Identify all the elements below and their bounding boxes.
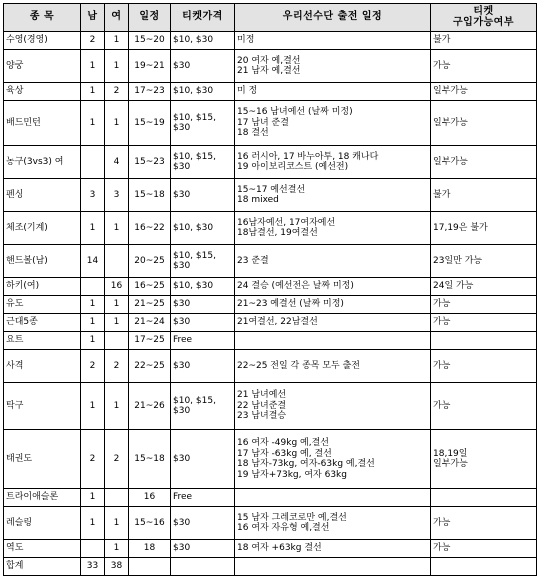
- cell-plan: 16남자예선, 17여자예선 18남결선, 19여결선: [235, 212, 431, 245]
- cell-schedule: 17~23: [129, 83, 171, 101]
- cell-schedule: 15~23: [129, 146, 171, 179]
- cell-female: 1: [105, 383, 129, 430]
- header-row: [4, 4, 537, 32]
- cell-ticket: 24일 가능: [431, 278, 537, 296]
- cell-price: $10, $15, $30: [171, 101, 235, 146]
- cell-sport: 요트: [4, 332, 81, 350]
- cell-price: $30: [171, 50, 235, 83]
- header-female: 여: [105, 4, 129, 32]
- cell-female: [105, 245, 129, 278]
- cell-ticket: 일부가능: [431, 83, 537, 101]
- cell-plan: 15~16 남녀예선 (날짜 미정) 17 남녀 준결 18 결선: [235, 101, 431, 146]
- cell-plan: 18 여자 +63kg 결선: [235, 540, 431, 558]
- cell-female: 1: [105, 296, 129, 314]
- cell-plan: 22~25 전일 각 종목 모두 출전: [235, 350, 431, 383]
- cell-female: 16: [105, 278, 129, 296]
- cell-sport: 레슬링: [4, 507, 81, 540]
- cell-ticket: 일부가능: [431, 146, 537, 179]
- cell-sport: 펜싱: [4, 179, 81, 212]
- cell-male: 1: [81, 507, 105, 540]
- table-row: [4, 146, 537, 179]
- cell-ticket: 가능: [431, 314, 537, 332]
- cell-male: 1: [81, 101, 105, 146]
- cell-schedule: 15~18: [129, 179, 171, 212]
- cell-female: 2: [105, 430, 129, 489]
- table-row: [4, 83, 537, 101]
- cell-female: [105, 332, 129, 350]
- cell-male: 33: [81, 558, 105, 576]
- cell-schedule: 20~25: [129, 245, 171, 278]
- olympic-schedule-table: [3, 3, 537, 576]
- cell-ticket: 18,19일 일부가능: [431, 430, 537, 489]
- cell-ticket: 불가: [431, 32, 537, 50]
- cell-plan: [235, 558, 431, 576]
- cell-ticket: 가능: [431, 383, 537, 430]
- cell-plan: 16 여자 -49kg 예,결선 17 남자 -63kg 예, 결선 18 남자-73kg, 여자-63kg 예,결선 19 남자+73kg, 여자 63kg: [235, 430, 431, 489]
- cell-sport: 태권도: [4, 430, 81, 489]
- cell-plan: 21~23 예결선 (날짜 미정): [235, 296, 431, 314]
- table-row: [4, 507, 537, 540]
- cell-male: 1: [81, 296, 105, 314]
- cell-price: $10, $30: [171, 32, 235, 50]
- cell-female: 1: [105, 540, 129, 558]
- header-price: 티켓가격: [171, 4, 235, 32]
- table-row: [4, 558, 537, 576]
- cell-sport: 배드민턴: [4, 101, 81, 146]
- header-male: 남: [81, 4, 105, 32]
- cell-schedule: 15~20: [129, 32, 171, 50]
- cell-schedule: [129, 558, 171, 576]
- table-row: [4, 296, 537, 314]
- header-ticket: 티켓 구입가능여부: [431, 4, 537, 32]
- cell-sport: 양궁: [4, 50, 81, 83]
- cell-price: $30: [171, 314, 235, 332]
- table-row: [4, 350, 537, 383]
- cell-schedule: 15~19: [129, 101, 171, 146]
- cell-female: 2: [105, 350, 129, 383]
- header-plan: 우리선수단 출전 일정: [235, 4, 431, 32]
- cell-schedule: 16: [129, 489, 171, 507]
- cell-male: [81, 540, 105, 558]
- table-row: [4, 245, 537, 278]
- table-row: [4, 489, 537, 507]
- cell-price: $10, $15, $30: [171, 383, 235, 430]
- cell-female: 2: [105, 83, 129, 101]
- table-row: [4, 332, 537, 350]
- cell-price: $30: [171, 507, 235, 540]
- cell-plan: 15 남자 그레코로만 예,결선 16 여자 자유형 예,결선: [235, 507, 431, 540]
- cell-schedule: 21~26: [129, 383, 171, 430]
- table-row: [4, 179, 537, 212]
- cell-price: $30: [171, 296, 235, 314]
- cell-price: $30: [171, 430, 235, 489]
- cell-plan: 미 정: [235, 83, 431, 101]
- cell-price: $30: [171, 350, 235, 383]
- cell-male: 2: [81, 350, 105, 383]
- cell-price: $10, $30: [171, 83, 235, 101]
- table-row: [4, 50, 537, 83]
- cell-ticket: 가능: [431, 540, 537, 558]
- cell-schedule: 22~25: [129, 350, 171, 383]
- cell-plan: [235, 332, 431, 350]
- cell-sport: 근대5종: [4, 314, 81, 332]
- cell-price: [171, 558, 235, 576]
- cell-male: 1: [81, 332, 105, 350]
- cell-ticket: 17,19은 불가: [431, 212, 537, 245]
- table-row: [4, 32, 537, 50]
- cell-male: 2: [81, 430, 105, 489]
- cell-female: 4: [105, 146, 129, 179]
- cell-sport: 탁구: [4, 383, 81, 430]
- cell-male: [81, 146, 105, 179]
- header-schedule: 일정: [129, 4, 171, 32]
- cell-female: 1: [105, 101, 129, 146]
- cell-female: 38: [105, 558, 129, 576]
- cell-price: Free: [171, 332, 235, 350]
- cell-female: 3: [105, 179, 129, 212]
- cell-female: [105, 489, 129, 507]
- cell-schedule: 15~16: [129, 507, 171, 540]
- cell-sport: 핸드볼(남): [4, 245, 81, 278]
- cell-plan: 20 여자 예,결선 21 남자 예,결선: [235, 50, 431, 83]
- cell-female: 1: [105, 212, 129, 245]
- cell-female: 1: [105, 50, 129, 83]
- table-row: [4, 278, 537, 296]
- cell-plan: 23 준결: [235, 245, 431, 278]
- cell-schedule: 21~25: [129, 296, 171, 314]
- cell-price: $30: [171, 179, 235, 212]
- cell-schedule: 18: [129, 540, 171, 558]
- cell-ticket: [431, 489, 537, 507]
- cell-schedule: 19~21: [129, 50, 171, 83]
- cell-price: $10, $15, $30: [171, 146, 235, 179]
- cell-plan: 16 러시아, 17 바누아투, 18 캐나다 19 아이보리코스트 (예선전): [235, 146, 431, 179]
- cell-plan: 21 남녀예선 22 남녀준결 23 남녀결승: [235, 383, 431, 430]
- cell-male: 2: [81, 32, 105, 50]
- cell-male: 1: [81, 50, 105, 83]
- table-row: [4, 383, 537, 430]
- cell-female: 1: [105, 507, 129, 540]
- cell-plan: 미정: [235, 32, 431, 50]
- cell-male: 1: [81, 489, 105, 507]
- cell-plan: 21여결선, 22남결선: [235, 314, 431, 332]
- cell-plan: 24 결승 (예선전은 날짜 미정): [235, 278, 431, 296]
- table-row: [4, 212, 537, 245]
- cell-schedule: 21~24: [129, 314, 171, 332]
- cell-ticket: [431, 558, 537, 576]
- cell-price: $30: [171, 540, 235, 558]
- header-sport: 종 목: [4, 4, 81, 32]
- cell-price: $10, $30: [171, 278, 235, 296]
- cell-sport: 사격: [4, 350, 81, 383]
- cell-schedule: 16~22: [129, 212, 171, 245]
- cell-schedule: 17~25: [129, 332, 171, 350]
- cell-sport: 유도: [4, 296, 81, 314]
- cell-sport: 육상: [4, 83, 81, 101]
- cell-sport: 합계: [4, 558, 81, 576]
- cell-male: 1: [81, 314, 105, 332]
- cell-female: 1: [105, 32, 129, 50]
- cell-sport: 농구(3vs3) 여: [4, 146, 81, 179]
- cell-ticket: 가능: [431, 507, 537, 540]
- cell-price: $10, $30: [171, 212, 235, 245]
- cell-ticket: [431, 332, 537, 350]
- table-row: [4, 430, 537, 489]
- cell-plan: 15~17 예선결선 18 mixed: [235, 179, 431, 212]
- cell-schedule: 15~18: [129, 430, 171, 489]
- cell-sport: 체조(기계): [4, 212, 81, 245]
- cell-male: 1: [81, 83, 105, 101]
- cell-ticket: 불가: [431, 179, 537, 212]
- cell-male: 3: [81, 179, 105, 212]
- cell-ticket: 23일만 가능: [431, 245, 537, 278]
- table-row: [4, 314, 537, 332]
- cell-male: [81, 278, 105, 296]
- cell-ticket: 가능: [431, 50, 537, 83]
- cell-male: 1: [81, 383, 105, 430]
- cell-sport: 트라이애슬론: [4, 489, 81, 507]
- cell-ticket: 가능: [431, 296, 537, 314]
- cell-price: $10, $15, $30: [171, 245, 235, 278]
- cell-sport: 하키(여): [4, 278, 81, 296]
- cell-price: Free: [171, 489, 235, 507]
- cell-plan: [235, 489, 431, 507]
- table-row: [4, 540, 537, 558]
- cell-schedule: 16~25: [129, 278, 171, 296]
- cell-sport: 역도: [4, 540, 81, 558]
- cell-male: 14: [81, 245, 105, 278]
- cell-female: 1: [105, 314, 129, 332]
- cell-ticket: 가능: [431, 350, 537, 383]
- cell-male: 1: [81, 212, 105, 245]
- table-row: [4, 101, 537, 146]
- cell-ticket: 일부가능: [431, 101, 537, 146]
- cell-sport: 수영(경영): [4, 32, 81, 50]
